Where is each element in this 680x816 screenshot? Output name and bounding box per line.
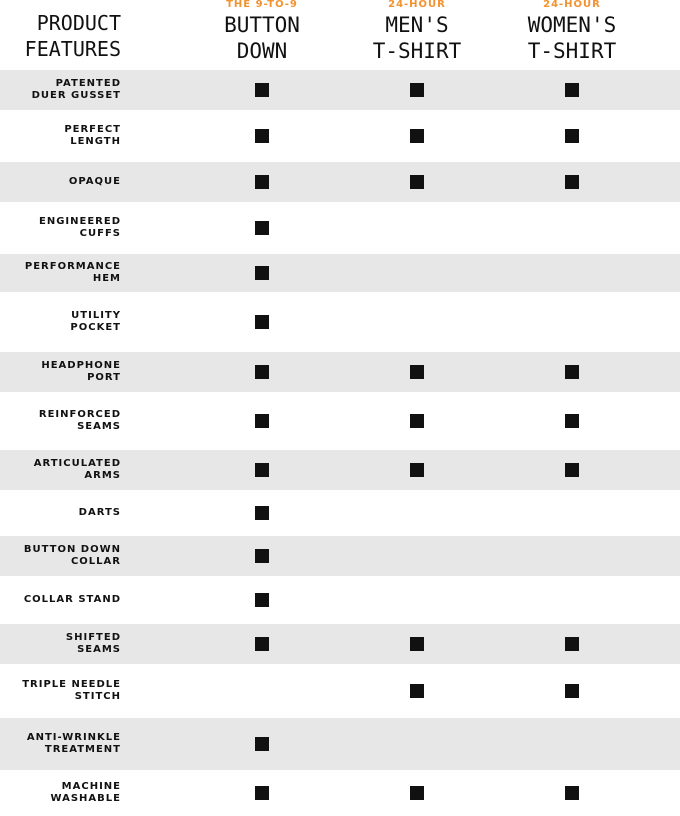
feature-row: [0, 110, 680, 162]
feature-row: [0, 490, 680, 536]
column-header-womens-tshirt: [502, 0, 642, 64]
feature-row: [0, 576, 680, 624]
column-eyebrow: THE 9-TO-9: [226, 0, 298, 10]
filled-square-check-icon: [255, 315, 269, 329]
feature-label: ENGINEERED CUFFS: [39, 216, 121, 239]
feature-row: [0, 392, 680, 450]
column-eyebrow: 24-HOUR: [543, 0, 601, 10]
filled-square-check-icon: [410, 786, 424, 800]
filled-square-check-icon: [565, 786, 579, 800]
feature-label: COLLAR STAND: [23, 594, 121, 605]
filled-square-check-icon: [410, 684, 424, 698]
feature-row: [0, 292, 680, 352]
filled-square-check-icon: [255, 365, 269, 379]
feature-label: REINFORCED SEAMS: [38, 409, 121, 432]
filled-square-check-icon: [255, 737, 269, 751]
feature-row: [0, 254, 680, 292]
feature-label: PATENTED DUER GUSSET: [31, 78, 121, 101]
column-title: MEN'S T-SHIRT: [372, 13, 462, 63]
feature-row: [0, 536, 680, 576]
feature-label: PERFECT LENGTH: [64, 124, 121, 147]
feature-row: [0, 70, 680, 110]
feature-row: [0, 664, 680, 718]
feature-label: HEADPHONE PORT: [41, 360, 121, 383]
filled-square-check-icon: [565, 463, 579, 477]
feature-label: BUTTON DOWN COLLAR: [23, 544, 121, 567]
filled-square-check-icon: [255, 83, 269, 97]
filled-square-check-icon: [410, 83, 424, 97]
feature-row: [0, 770, 680, 816]
feature-label: OPAQUE: [68, 176, 121, 187]
filled-square-check-icon: [410, 175, 424, 189]
filled-square-check-icon: [255, 786, 269, 800]
column-eyebrow: 24-HOUR: [388, 0, 446, 10]
filled-square-check-icon: [565, 175, 579, 189]
feature-label: PERFORMANCE HEM: [24, 261, 121, 284]
comparison-header: [0, 0, 680, 70]
feature-row: [0, 624, 680, 664]
filled-square-check-icon: [255, 266, 269, 280]
feature-row: [0, 450, 680, 490]
feature-label: TRIPLE NEEDLE STITCH: [22, 679, 121, 702]
feature-row: [0, 162, 680, 202]
filled-square-check-icon: [410, 463, 424, 477]
filled-square-check-icon: [255, 175, 269, 189]
feature-row: [0, 352, 680, 392]
filled-square-check-icon: [255, 549, 269, 563]
feature-label: ARTICULATED ARMS: [33, 458, 121, 481]
filled-square-check-icon: [255, 637, 269, 651]
product-features-heading: PRODUCT FEATURES: [24, 11, 121, 61]
filled-square-check-icon: [410, 414, 424, 428]
filled-square-check-icon: [255, 221, 269, 235]
filled-square-check-icon: [255, 506, 269, 520]
column-header-mens-tshirt: [347, 0, 487, 64]
filled-square-check-icon: [565, 414, 579, 428]
filled-square-check-icon: [565, 637, 579, 651]
filled-square-check-icon: [255, 463, 269, 477]
filled-square-check-icon: [565, 365, 579, 379]
feature-row: [0, 202, 680, 254]
feature-label: ANTI-WRINKLE TREATMENT: [26, 732, 121, 755]
column-title: BUTTON DOWN: [224, 13, 300, 63]
filled-square-check-icon: [255, 129, 269, 143]
feature-label: UTILITY POCKET: [70, 310, 121, 333]
feature-comparison-table: [0, 70, 680, 816]
column-title: WOMEN'S T-SHIRT: [527, 13, 617, 63]
feature-label: SHIFTED SEAMS: [65, 632, 121, 655]
feature-label: DARTS: [78, 507, 121, 518]
filled-square-check-icon: [410, 129, 424, 143]
filled-square-check-icon: [410, 637, 424, 651]
column-header-button-down: [192, 0, 332, 64]
filled-square-check-icon: [255, 593, 269, 607]
filled-square-check-icon: [565, 129, 579, 143]
filled-square-check-icon: [410, 365, 424, 379]
filled-square-check-icon: [565, 83, 579, 97]
filled-square-check-icon: [565, 684, 579, 698]
feature-row: [0, 718, 680, 770]
filled-square-check-icon: [255, 414, 269, 428]
feature-label: MACHINE WASHABLE: [50, 781, 121, 804]
